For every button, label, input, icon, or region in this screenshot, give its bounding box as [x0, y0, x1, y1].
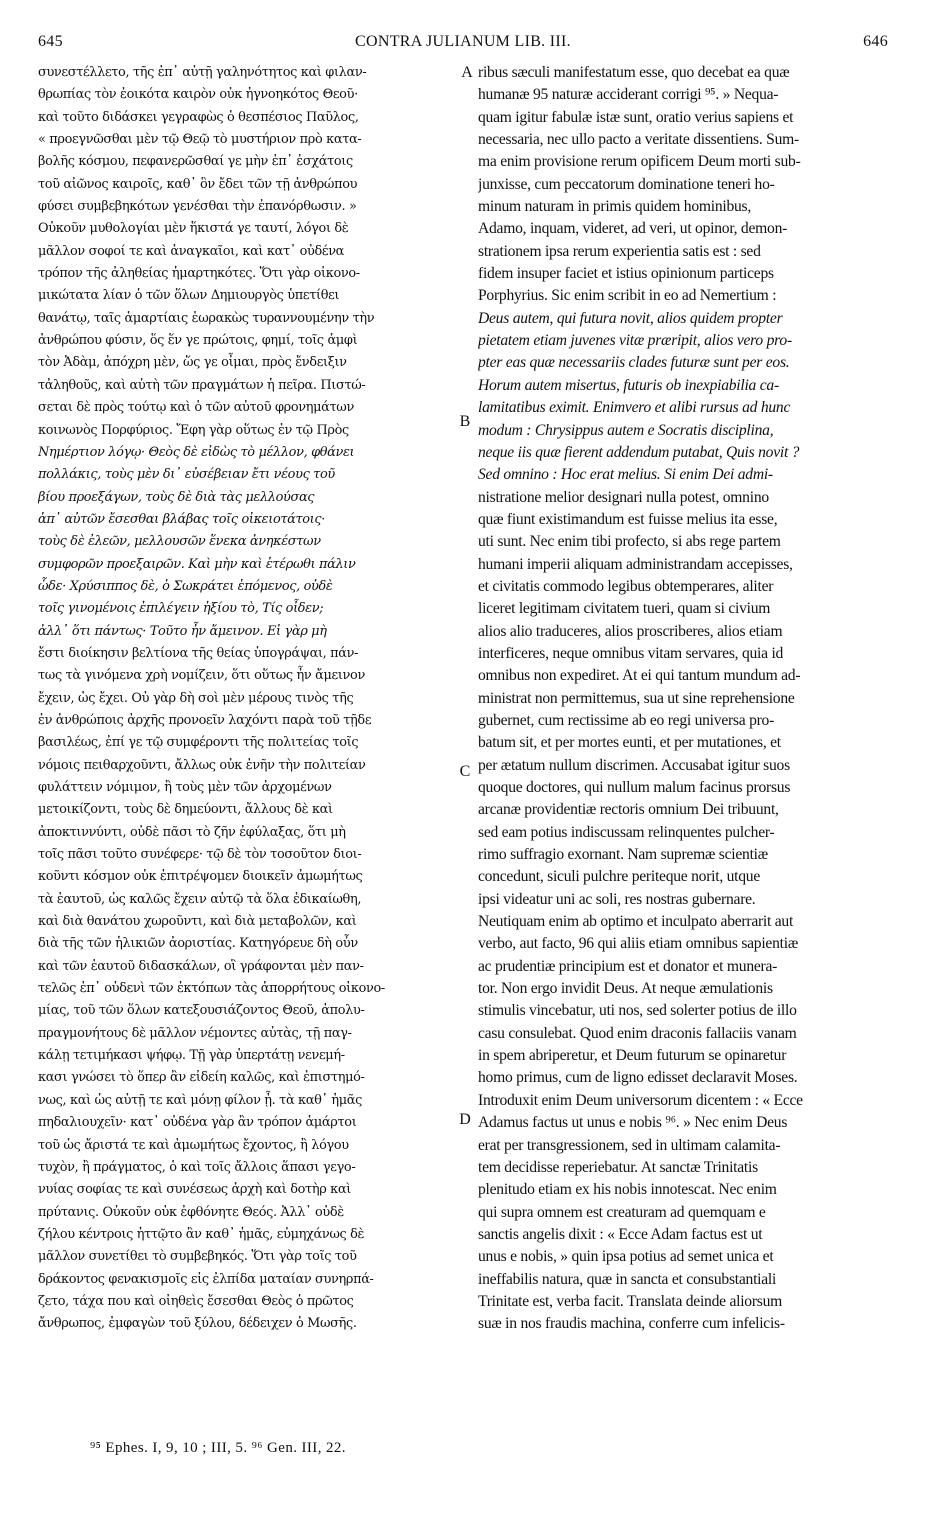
latin-text-line: sed eam potius indiscussam relinquentes pulcher- — [478, 823, 775, 841]
greek-text-line: διὰ τῆς τῶν ἡλικιῶν ἀοριστίας. Κατηγόρευε δὴ οὖν — [38, 936, 358, 952]
greek-text-line: τοῦ ὡς ἄριστά τε καὶ ἀμωμήτως ἔχοντος, ἢ λόγου — [38, 1137, 349, 1153]
greek-text-line: τοῖς γινομένοις ἐπιλέγειν ἠξίου τὸ, Τίς οἶδεν; — [38, 601, 324, 617]
greek-text-line: ἔχειν, ὡς ἔχει. Οὐ γὰρ δὴ σοὶ μὲν μέρους τινὸς τῆς — [38, 690, 354, 706]
greek-text-line: κάλῃ τετιμήκασι ψήφῳ. Τῇ γὰρ ὑπερτάτῃ νενεμή- — [38, 1048, 345, 1064]
greek-text-line: καὶ τοῦτο διδάσκει γεγραφὼς ὁ θεσπέσιος Παῦλος, — [38, 109, 359, 125]
greek-text-line: Οὐκοῦν μυθολογίαι μὲν ἥκιστά γε ταυτί, λόγοι δὲ — [38, 221, 349, 237]
latin-text-line: plenitudo etiam ex his nobis innotescat. Nec enim — [478, 1181, 777, 1199]
latin-text-line: Adamo, inquam, videret, ad veri, ut opinor, demon- — [478, 220, 788, 238]
greek-text-line: νυίας σοφίας τε καὶ συνέσεως ἀρχὴ καὶ δοτὴρ καὶ — [38, 1182, 351, 1198]
latin-text-line: Deus autem, qui futura novit, alios quidem propter — [478, 309, 783, 327]
latin-text-line: Porphyrius. Sic enim scribit in eo ad Nemertium : — [478, 287, 777, 305]
latin-text-line: Horum autem misertus, futuris ob inexpiabilia ca- — [478, 376, 779, 394]
latin-text-line: interficeres, neque omnibus vitam servares, quia id — [478, 644, 784, 662]
latin-text-line: gubernet, cum rectissime ab eo regi universa pro- — [478, 711, 775, 729]
latin-text-line: ribus sæculi manifestatum esse, quo decebat ea quæ — [478, 64, 790, 81]
latin-text-line: casu consulebat. Quod enim draconis fallaciis vanam — [478, 1024, 797, 1042]
greek-text-line: τρόπον τῆς ἀληθείας ἡμαρτηκότες. Ὅτι γὰρ οἰκονο- — [38, 266, 360, 282]
latin-text-line: necessaria, nec ullo pacto a veritate dissentiens. Sum- — [478, 131, 799, 149]
latin-text-line: pietatem etiam juvenes vitæ præripit, alios vero pro- — [478, 332, 792, 350]
latin-text-line: omnibus non expediret. At ei qui tantum mundum ad- — [478, 667, 801, 685]
greek-text-line: πηδαλιουχεῖν· κατ᾽ οὐδένα γὰρ ἂν τρόπον ἁμάρτοι — [38, 1115, 357, 1131]
greek-text-line: τἀληθοῦς, καὶ αὐτὴ τῶν πραγμάτων ἡ πεῖρα. Πιστώ- — [38, 377, 366, 393]
greek-text-line: κοῦντι κόσμον οὐκ ἐπιτρέψομεν διοικεῖν ἀμωμήτως — [38, 869, 363, 885]
latin-text-line: ineffabilis natura, quæ in sancta et consubstantiali — [478, 1270, 777, 1288]
greek-text-line: ἐν ἀνθρώποις ἀρχῆς προνοεῖν λαχόντι παρὰ τοῦ τῇδε — [38, 712, 372, 728]
greek-text-line: τυχὸν, ἢ πράγματος, ὁ καὶ τοῖς ἄλλοις ἅπασι γεγο- — [38, 1159, 356, 1175]
latin-text-line: fidem insuper faciet et istius opinionum particeps — [478, 265, 774, 283]
greek-text-line: φυλάττειν νόμιμον, ἢ τοὺς μὲν τῶν ἀρχομένων — [38, 780, 332, 795]
latin-text-line: quæ fiunt existimandum est fuisse melius ita esse, — [478, 510, 778, 528]
latin-text-line: ac prudentiæ principium est et donator et munera- — [478, 957, 778, 975]
latin-text-line: qui supra omnem est creaturam ad quemquam e — [478, 1203, 766, 1221]
latin-text-line: unus e nobis, » quin ipsa potius ad semet unica et — [478, 1248, 774, 1266]
greek-text-line: μᾶλλον σοφοί τε καὶ ἀναγκαῖοι, καὶ κατ᾽ οὐδένα — [38, 243, 345, 259]
latin-column — [478, 62, 894, 1336]
latin-text-line: Sed omnino : Hoc erat melius. Si enim Dei admi- — [478, 466, 773, 484]
greek-text-line: Νημέρτιον λόγῳ· Θεὸς δὲ εἰδὼς τὸ μέλλον, φθάνει — [38, 444, 355, 460]
latin-text-line: suæ in nos fraudis machina, conferre cum infelicis- — [478, 1315, 785, 1333]
greek-text-line: τως τὰ γινόμενα χρὴ νομίζειν, ὅτι οὕτως ἦν ἄμεινον — [38, 668, 365, 684]
latin-text-line: modum : Chrysippus autem e Socratis disciplina, — [478, 421, 774, 439]
latin-text-line: in spem abriperetur, et Deum futurum se opinaretur — [478, 1047, 787, 1065]
greek-text-line: ζήλου κέντροις ἡττῷτο ἂν καθ᾽ ἡμᾶς, εὐμηχάνως δὲ — [38, 1226, 365, 1242]
greek-text-line: μικώτατα λίαν ὁ τῶν ὅλων Δημιουργὸς ὑπετίθει — [38, 288, 340, 304]
page-number-left: 645 — [38, 33, 63, 50]
running-title: CONTRA JULIANUM LIB. III. — [355, 33, 571, 50]
greek-text-line: ἄνθρωπος, ἐμφαγὼν τοῦ ξύλου, δέδειχεν ὁ Μωσῆς. — [38, 1316, 357, 1332]
latin-text-line: tor. Non ergo invidit Deus. At neque æmulationis — [478, 980, 773, 998]
greek-text-line: τὸν Ἀδὰμ, ἀπόχρη μὲν, ὥς γε οἶμαι, πρὸς ἔνδειξιν — [38, 355, 347, 371]
greek-text-line: μίας, τοῦ τῶν ὅλων κατεξουσιάζοντος Θεοῦ, ἀπολυ- — [38, 1003, 365, 1019]
greek-text-line: βολῆς κόσμου, πεφανερῶσθαί γε μὴν ἐπ᾽ ἐσχάτοις — [38, 154, 353, 170]
greek-text-line: καὶ τῶν ἑαυτοῦ διδασκάλων, οἳ γράφονται μὲν παν- — [38, 958, 364, 974]
latin-text-line: concedunt, siculi pulchre periteque norit, utque — [478, 868, 761, 886]
greek-text-line: τοῦ αἰῶνος καιροῖς, καθ᾽ ὃν ἔδει τῶν τῇ ἀνθρώπου — [38, 176, 358, 192]
greek-text-line: κοινωνὸς Πορφύριος. Ἔφη γὰρ οὕτως ἐν τῷ Πρὸς — [38, 422, 349, 438]
margin-letter-c: C — [459, 763, 471, 780]
greek-text-line: ἀνθρώπου φύσιν, ὅς ἕν γε πρώτοις, φημί, τοῖς ἀμφὶ — [38, 333, 358, 349]
greek-text-line: μετοικίζοντι, τοὺς δὲ δημεύοντι, ἄλλους δὲ καὶ — [38, 802, 333, 818]
greek-text-line: τελῶς ἐπ᾽ οὐδενὶ τῶν ἐκτόπων τὰς ἀπορρήτους οἰκονο- — [38, 981, 385, 997]
greek-text-line: πρύτανις. Οὐκοῦν οὐκ ἐφθόνητε Θεός. Ἀλλ᾽ οὐδὲ — [38, 1204, 344, 1220]
latin-text-line: Introduxit enim Deum universorum dicentem : « Ecce — [478, 1091, 803, 1109]
latin-text-line: stimulis vincebatur, uti nos, sed solerter potius de illo — [478, 1002, 797, 1020]
page-number-right: 646 — [863, 33, 888, 50]
latin-text-line: ministrat non permittemus, sua ut sine reprehensione — [478, 689, 795, 707]
latin-text-line: Adamus factus ut unus e nobis ⁹⁶. » Nec enim Deus — [478, 1114, 788, 1132]
latin-text-line: arcanæ providentiæ rectoris omnium Dei tribuunt, — [478, 801, 779, 819]
margin-letter-a: A — [461, 64, 473, 81]
greek-text-line: πραγμονήτους δὲ μᾶλλον νέμοντες αὐτὰς, τῇ παγ- — [38, 1025, 352, 1041]
greek-text-line: βίου προεξάγων, τοὺς δὲ διὰ τὰς μελλούσας — [38, 489, 315, 505]
greek-text-line: θανάτῳ, ταῖς ἁμαρτίαις ἑωρακὼς τυραννουμένην τὴν — [38, 310, 375, 326]
latin-text-line: homo primus, cum de ligno edisset declaravit Moses. — [478, 1069, 798, 1087]
latin-text-line: junxisse, cum peccatorum dominatione teneri ho- — [478, 175, 775, 193]
greek-text-line: μᾶλλον συνετίθει τὸ συμβεβηκός. Ὅτι γὰρ τοῖς τοῦ — [38, 1249, 357, 1265]
latin-text-line: et civitatis commodo legibus obtemperares, aliter — [478, 577, 774, 595]
latin-text-line: alios alio traduceres, alios proscriberes, alios etiam — [478, 622, 783, 640]
latin-text-line: lamitatibus eximit. Enimvero et alibi rursus ad hunc — [478, 399, 791, 417]
latin-text-line: humani imperii aliquam administrandam accepisses, — [478, 555, 793, 573]
latin-text-line: batum sit, et per mortes eunti, et per mutationes, et — [478, 734, 781, 752]
greek-text-line: θρωπίας τὸν ἐοικότα καιρὸν οὐκ ἠγνοηκότος Θεοῦ· — [38, 87, 358, 103]
greek-text-line: καὶ διὰ θανάτου χωροῦντι, καὶ διὰ μεταβολῶν, καὶ — [38, 914, 357, 930]
greek-text-line: νόμοις πειθαρχοῦντι, ἄλλως οὐκ ἐνῆν τὴν πολιτείαν — [38, 757, 366, 773]
greek-column — [38, 62, 458, 1336]
margin-letter-b: B — [459, 413, 471, 430]
latin-text-line: minum naturam in primis quidem hominibus, — [478, 198, 752, 216]
greek-text-line: ἔστι διοίκησιν βελτίονα τῆς θείας ὑπογράψαι, πάν- — [38, 645, 359, 661]
latin-text-line: uti sunt. Nec enim tibi profecto, si abs rege partem — [478, 533, 781, 551]
latin-text-line: liceret legitimam civitatem tueri, quam si civium — [478, 600, 771, 618]
footnotes: ⁹⁵ Ephes. I, 9, 10 ; III, 5. ⁹⁶ Gen. III, 22. — [90, 1440, 346, 1456]
greek-text-line: ἀποκτιννύντι, οὐδὲ πᾶσι τὸ ζῆν ἐφύλαξας, ὅτι μὴ — [38, 824, 346, 840]
latin-text-line: tem decidisse reperiebatur. At sanctæ Trinitatis — [478, 1158, 758, 1176]
latin-text-line: sanctis angelis dixit : « Ecce Adam factus est ut — [478, 1225, 763, 1243]
latin-text-line: erat per transgressionem, sed in ultimam calamita- — [478, 1136, 781, 1154]
latin-text-line: neque iis quæ fierent addendum putabat, Quis novit ? — [478, 443, 800, 461]
greek-text-line: τὰ ἑαυτοῦ, ὡς καλῶς ἔχειν αὐτῷ τὰ ὅλα ἐδικαίωθη, — [38, 891, 362, 907]
latin-text-line: Trinitate est, verba facit. Translata deinde aliorsum — [478, 1292, 783, 1310]
latin-text-line: strationem ipsa rerum experientia satis est : sed — [478, 242, 761, 260]
latin-text-line: rimo suffragio exornant. Nam supremæ scientiæ — [478, 846, 768, 864]
latin-text-line: Neutiquam enim ab optimo et inculpato aberrarit aut — [478, 913, 794, 931]
latin-text-line: nistratione melior designari nulla potest, omnino — [478, 488, 769, 506]
greek-text-line: δράκοντος φενακισμοῖς εἰς ἐλπίδα ματαίαν συνηρπά- — [38, 1271, 374, 1287]
greek-text-line: κασι γνώσει τὸ ὅπερ ἂν εἰδείη καλῶς, καὶ ἐπιστημό- — [38, 1070, 365, 1086]
greek-text-line: ὧδε· Χρύσιππος δὲ, ὁ Σωκράτει ἑπόμενος, οὐδὲ — [38, 578, 333, 594]
latin-text-line: ipsi videatur uni ac soli, res nostras gubernare. — [478, 890, 756, 908]
latin-text-line: verbo, aut facto, 96 qui aliis etiam omnibus sapientiæ — [478, 935, 798, 953]
greek-text-line: σεται δὲ πρὸς τούτῳ καὶ ὁ τῶν αὐτοῦ φρονημάτων — [38, 400, 354, 416]
greek-text-line: φύσει συμβεβηκότων γενέσθαι τὴν ἐπανόρθωσιν. » — [38, 199, 357, 215]
latin-text-line: ma enim provisione rerum opificem Deum morti sub- — [478, 153, 801, 171]
latin-text-line: per ætatum nullum discrimen. Accusabat igitur suos — [478, 756, 790, 774]
greek-text-line: νως, καὶ ὡς αὐτῇ τε καὶ μόνῃ φίλον ᾖ. τὰ καθ᾽ ἡμᾶς — [38, 1092, 363, 1108]
latin-text-line: quoque doctores, qui nullum malum facinus prorsus — [478, 779, 791, 796]
greek-text-line: βασιλέως, ἐπί γε τῷ συμφέροντι τῆς πολιτείας τοῖς — [38, 735, 359, 751]
greek-text-line: « προεγνῶσθαι μὲν τῷ Θεῷ τὸ μυστήριον πρὸ κατα- — [38, 132, 362, 148]
greek-text-line: ἀπ᾽ αὐτῶν ἔσεσθαι βλάβας τοῖς οἰκειοτάτοις· — [38, 511, 326, 527]
greek-text-line: ἀλλ᾽ ὅτι πάντως· Τοῦτο ἦν ἄμεινον. Εἰ γὰρ μὴ — [38, 623, 327, 639]
latin-text-line: quam igitur fabulæ istæ sunt, oratio verius sapiens et — [478, 108, 794, 126]
greek-text-line: τοῖς πᾶσι τοῦτο συνέφερε· τῷ δὲ τὸν τοσοῦτον διοι- — [38, 847, 362, 863]
greek-text-line: ζετο, τάχα που καὶ οἰηθεὶς ἔσεσθαι Θεὸς ὁ πρῶτος — [38, 1293, 354, 1309]
latin-text-line: humanæ 95 naturæ acciderant corrigi ⁹⁵. » Nequa- — [478, 86, 779, 104]
greek-text-line: συμφορῶν προεξαιρῶν. Καὶ μὴν καὶ ἑτέρωθι πάλιν — [38, 556, 356, 572]
latin-text-line: pter eas quæ necessariis clades futuræ sunt per eos. — [478, 354, 790, 372]
greek-text-line: συνεστέλλετο, τῆς ἐπ᾽ αὐτῇ γαληνότητος καὶ φιλαν- — [38, 65, 367, 80]
margin-letter-d: D — [459, 1111, 471, 1128]
greek-text-line: πολλάκις, τοὺς μὲν δι᾽ εὐσέβειαν ἔτι νέους τοῦ — [38, 467, 335, 483]
greek-text-line: τοὺς δὲ ἐλεῶν, μελλουσῶν ἕνεκα ἀνηκέστων — [38, 534, 321, 550]
